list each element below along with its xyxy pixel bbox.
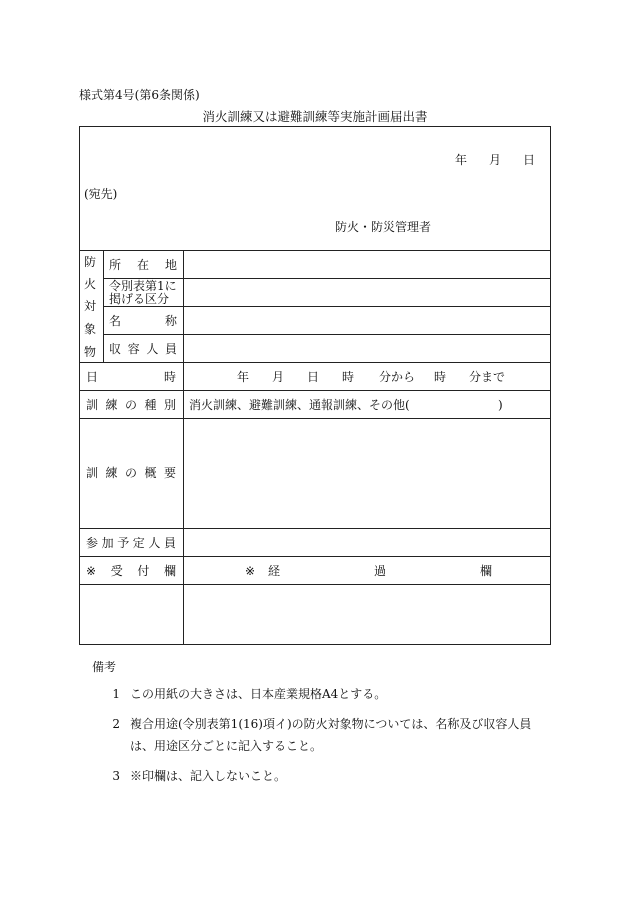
addressee-label: (宛先) <box>84 187 118 201</box>
datetime-day: 日 <box>307 370 320 384</box>
note-item <box>92 713 552 757</box>
label-char: 練 <box>105 398 118 412</box>
rule <box>103 250 104 362</box>
datetime-minute-to: 分まで <box>469 370 506 384</box>
label-char: 時 <box>163 370 176 384</box>
note-number: 3 <box>112 769 120 783</box>
note-text: 複合用途(令別表第1(16)項イ)の防火対象物については、名称及び収容人員は、用途区分ごとに記入すること。 <box>130 717 532 753</box>
target-group-char: 防 <box>84 255 97 269</box>
label-char: の <box>124 466 137 480</box>
notes-heading: 備考 <box>92 660 117 674</box>
reception-label <box>86 564 176 578</box>
label-char: 称 <box>164 314 177 328</box>
manager-label: 防火・防災管理者 <box>335 220 432 234</box>
datetime-hour-from: 時 <box>342 370 355 384</box>
training-type-options: 消火訓練、避難訓練、通報訓練、その他( <box>189 398 410 412</box>
date-month-label: 月 <box>489 153 502 167</box>
label-char: 名 <box>109 314 122 328</box>
progress-label-char: 経 <box>268 564 281 578</box>
rule <box>79 584 551 585</box>
rule <box>103 334 551 335</box>
label-char: 欄 <box>163 564 176 578</box>
rule <box>79 362 551 363</box>
label-char: 訓 <box>86 398 99 412</box>
label-char: 地 <box>164 258 177 272</box>
target-group-char: 火 <box>84 277 97 291</box>
note-item <box>92 765 552 787</box>
label-char: 練 <box>105 466 118 480</box>
note-text: この用紙の大きさは、日本産業規格A4とする。 <box>130 687 387 701</box>
training-type-label <box>86 398 176 412</box>
rule <box>79 418 551 419</box>
label-char: 種 <box>144 398 157 412</box>
label-char: 概 <box>144 466 157 480</box>
target-group-char: 物 <box>84 345 97 359</box>
form-number-label: 様式第4号(第6条関係) <box>79 88 200 102</box>
note-text: ※印欄は、記入しないこと。 <box>130 769 287 783</box>
rule <box>103 306 551 307</box>
label-char: 参 <box>86 536 99 550</box>
target-group-char: 象 <box>84 322 97 336</box>
rule <box>183 250 184 645</box>
label-char: 付 <box>137 564 150 578</box>
date-year-label: 年 <box>455 153 468 167</box>
date-day-label: 日 <box>523 153 536 167</box>
document-title: 消火訓練又は避難訓練等実施計画届出書 <box>202 109 428 124</box>
rule <box>79 528 551 529</box>
label-char: 所 <box>109 258 122 272</box>
progress-label-mark: ※ <box>245 564 256 578</box>
note-number: 2 <box>112 717 120 731</box>
datetime-month: 月 <box>272 370 285 384</box>
training-type-close-paren: ) <box>498 398 503 412</box>
rule <box>79 556 551 557</box>
label-char: の <box>124 398 137 412</box>
label-char: 容 <box>127 342 140 356</box>
target-group-char: 対 <box>84 299 97 313</box>
label-char: 日 <box>86 370 99 384</box>
label-char: 員 <box>164 342 177 356</box>
datetime-year: 年 <box>237 370 250 384</box>
label-char: 受 <box>110 564 123 578</box>
datetime-hour-to: 時 <box>434 370 447 384</box>
label-char: 別 <box>163 398 176 412</box>
label-char: 定 <box>132 536 145 550</box>
label-char: 収 <box>109 342 122 356</box>
category-label-line1: 令別表第1に <box>109 279 177 293</box>
label-char: 人 <box>148 536 161 550</box>
label-char: 要 <box>163 466 176 480</box>
label-char: ※ <box>86 564 97 578</box>
rule <box>79 390 551 391</box>
note-number: 1 <box>112 687 120 701</box>
label-char: 加 <box>101 536 114 550</box>
participants-label <box>86 536 176 550</box>
notes-section <box>92 658 552 795</box>
progress-label-char: 欄 <box>480 564 493 578</box>
note-item <box>92 683 552 705</box>
category-label-line2: 掲げる区分 <box>109 292 170 306</box>
label-char: 人 <box>146 342 159 356</box>
location-label <box>109 258 177 272</box>
label-char: 員 <box>163 536 176 550</box>
rule <box>79 250 551 251</box>
label-char: 在 <box>136 258 149 272</box>
label-char: 予 <box>117 536 130 550</box>
label-char: 訓 <box>86 466 99 480</box>
datetime-label <box>86 370 176 384</box>
name-label <box>109 314 177 328</box>
training-outline-label <box>86 466 176 480</box>
datetime-minute-from: 分から <box>379 370 416 384</box>
capacity-label <box>109 342 177 356</box>
progress-label-char: 過 <box>374 564 387 578</box>
